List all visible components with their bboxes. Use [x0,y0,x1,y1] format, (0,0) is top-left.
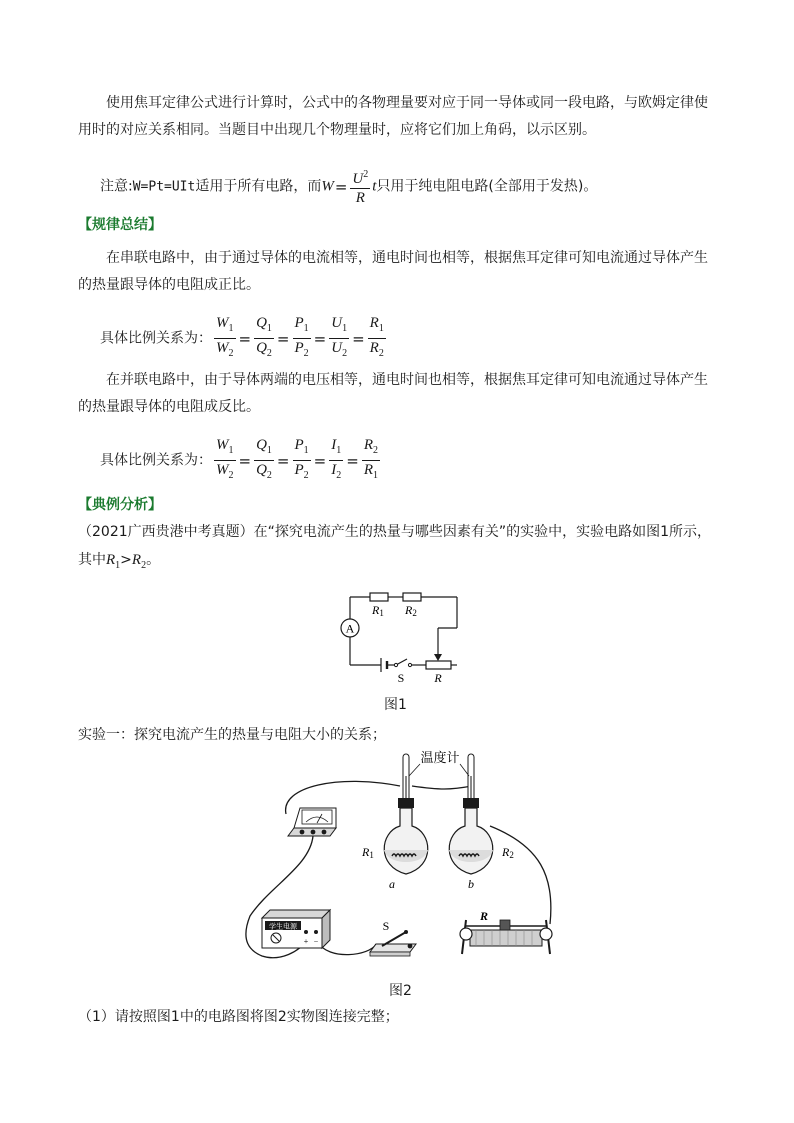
ratio-fraction [368,314,386,363]
fig1-r1-label: R1 [372,603,384,618]
fig1-switch-label: S [397,671,405,685]
fig1-rheostat-label: R [434,671,442,685]
series-formula [100,314,388,363]
cond-r2-letter: R [131,552,142,568]
power-minus-label: − [313,937,319,946]
ratio-numerator-sub: 1 [228,445,234,456]
note-formula: W=Pt=UIt [132,179,196,195]
ratio-numerator: R [369,315,379,331]
condition-gt: > [120,552,132,568]
power-supply-device [262,910,330,948]
ratio-denominator: R [363,462,373,478]
ratio-denominator: W [216,340,229,356]
ratio-denominator-sub: 2 [228,470,234,481]
switch-device [370,919,416,956]
flask-a [384,798,428,874]
resistor-r2-symbol [403,593,421,601]
ratio-denominator-sub: 2 [303,470,309,481]
ratio-fraction [293,436,311,485]
ratio-denominator-sub: 2 [342,348,348,359]
ratio-fraction [293,314,311,363]
slider-arrow [434,654,442,661]
ratio-numerator-sub: 1 [266,323,272,334]
figure-1-caption: 图1 [384,697,407,713]
note-prefix: 注意: [100,178,133,195]
ratio-numerator-sub: 1 [342,323,348,334]
problem-statement: （2021广西贵港中考真题）在“探究电流产生的热量与哪些因素有关”的实验中，实验电路如图1所示，其中 [78,524,712,568]
note-suffix: 只用于纯电阻电路(全部用于发热)。 [376,178,598,195]
parallel-paragraph: 在并联电路中，由于导体两端的电压相等，通电时间也相等，根据焦耳定律可知电流通过导体产生的热量跟导体的电阻成反比。 [78,372,708,415]
ratio-numerator: P [294,437,304,453]
ratio-numerator: I [331,437,337,453]
ammeter-device [288,808,336,836]
ratio-numerator: U [331,315,343,331]
ratio-denominator: I [331,462,337,478]
ratio-numerator: W [216,437,229,453]
parallel-label: 具体比例关系为： [100,452,212,469]
parallel-formula [100,436,382,485]
series-paragraph: 在串联电路中，由于通过导体的电流相等，通电时间也相等，根据焦耳定律可知电流通过导体产生的热量跟导体的电阻成正比。 [78,250,708,293]
ratio-fraction [214,314,236,363]
condition-r2 [131,552,147,571]
equals-sign: = [313,329,327,348]
ratio-numerator-sub: 1 [303,323,309,334]
fig2-r1-label: R1 [362,845,374,860]
fig1-ammeter-label: A [345,621,355,636]
series-label: 具体比例关系为： [100,330,212,347]
ratio-denominator-sub: 2 [266,348,272,359]
ratio-denominator: P [294,462,304,478]
ratio-fraction [254,314,274,363]
ratio-numerator: W [216,315,229,331]
ratio-fraction [329,314,349,363]
ratio-denominator: P [294,340,304,356]
ratio-denominator-sub: 2 [266,470,272,481]
equals-sign: = [313,451,327,470]
question-1-text: （1）请按照图1中的电路图将图2实物图连接完整； [78,1009,399,1025]
note-fraction [350,166,370,207]
fig2-switch-label: S [382,919,390,933]
series-ratios [212,315,388,359]
equals-sign: = [352,329,365,348]
ratio-denominator: W [216,462,229,478]
ratio-denominator-sub: 2 [378,348,384,359]
cond-r2-sub: 2 [141,560,147,571]
ratio-numerator-sub: 1 [336,445,342,456]
ratio-denominator: U [331,340,343,356]
note-line [100,166,597,207]
ratio-denominator: R [369,340,379,356]
ratio-numerator: P [294,315,304,331]
note-den: R [355,190,365,206]
ratio-numerator-sub: 1 [378,323,384,334]
condition-r1 [106,552,121,571]
cond-r1-sub: 1 [115,560,121,571]
resistor-r1-symbol [370,593,388,601]
equals-sign: = [276,329,290,348]
parallel-ratios [212,437,382,481]
figure-2-caption: 图2 [389,983,412,999]
rheostat-symbol [426,661,451,669]
fig1-r2-label: R2 [405,603,417,618]
condition-end: 。 [146,552,161,568]
equals-sign: = [238,451,252,470]
fig2-rheostat-label: R [480,909,489,923]
ratio-numerator-sub: 1 [228,323,234,334]
ratio-numerator-sub: 2 [373,445,378,456]
note-t: t [372,178,377,195]
power-plus-label: + [303,937,309,946]
figure-1-circuit [330,588,470,690]
ratio-numerator: Q [256,437,267,453]
figure-2-apparatus [240,746,570,974]
rheostat-device [460,909,552,954]
ratio-denominator-sub: 1 [373,470,378,481]
ratio-numerator: R [363,437,373,453]
ratio-denominator-sub: 2 [303,348,309,359]
ratio-numerator-sub: 1 [266,445,272,456]
ratio-denominator-sub: 2 [228,348,234,359]
cond-r1-letter: R [106,552,116,568]
problem-text [78,518,723,580]
equals-sign: = [346,451,359,470]
fig2-r2-label: R2 [502,845,514,860]
experiment-1-text: 实验一：探究电流产生的热量与电阻大小的关系； [78,727,386,743]
ratio-fraction [214,436,236,485]
ratio-fraction [254,436,274,485]
ratio-numerator-sub: 1 [303,445,309,456]
fig2-flask-a-label: a [389,877,395,891]
ratio-numerator: Q [256,315,267,331]
summary-heading: 【规律总结】 [78,217,162,233]
ratio-fraction [329,436,343,485]
thermometer-label: 温度计 [420,750,460,765]
example-heading: 【典例分析】 [78,497,162,513]
ratio-denominator-sub: 2 [336,470,342,481]
ratio-denominator: Q [256,462,267,478]
power-supply-label: 学生电源 [269,922,297,931]
note-num-sup: 2 [363,169,369,180]
note-w: W [321,178,334,195]
flask-b [449,798,493,874]
ratio-denominator: Q [256,340,267,356]
ratio-fraction [362,436,380,485]
fig2-flask-b-label: b [468,877,474,891]
note-mid: 适用于所有电路，而 [195,178,322,195]
note-num: U [352,171,364,187]
intro-paragraph: 使用焦耳定律公式进行计算时，公式中的各物理量要对应于同一导体或同一段电路，与欧姆定律使用时的对应关系相同。当题目中出现几个物理量时，应将它们加上角码，以示区别。 [78,95,708,138]
equals-sign: = [238,329,252,348]
note-eq: = [334,177,348,196]
equals-sign: = [276,451,290,470]
